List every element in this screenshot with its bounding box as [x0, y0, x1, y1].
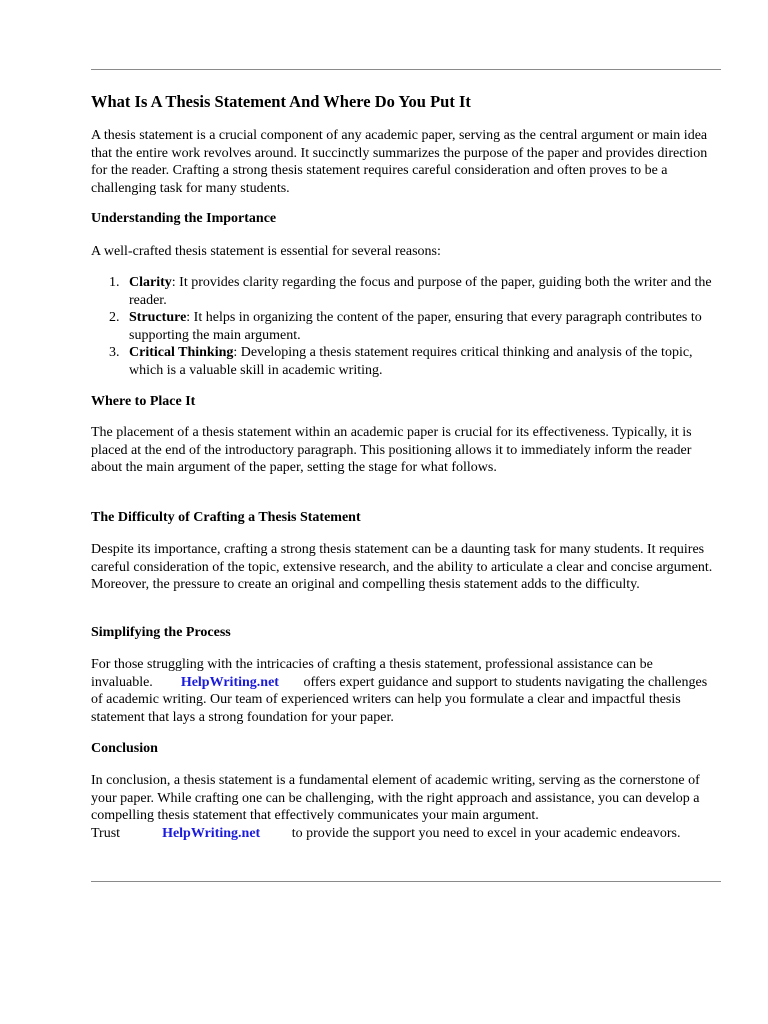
simplifying-text-after: offers expert guidance and support to students navigating the challenges of academic writing. Our team of experienced writers can help you formulate a clear and impactful thesis statement that lays a strong foundation for your paper.: [91, 674, 708, 725]
importance-list: [91, 274, 721, 380]
top-divider: [91, 69, 721, 70]
simplifying-body: [91, 656, 721, 726]
intro-text: A thesis statement is a crucial component of any academic paper, serving as the central argument or main idea that the entire work revolves around. It succinctly summarizes the purpose of the paper and provides direction for the reader. Crafting a strong thesis statement requires careful consideration and often proves to be a challenging task for many students.: [91, 128, 708, 196]
section-heading-importance: Understanding the Importance: [91, 211, 277, 226]
list-term: Structure: [129, 310, 187, 326]
section-heading-conclusion: Conclusion: [91, 741, 158, 756]
reasons-list: [91, 274, 721, 380]
helpwriting-link[interactable]: HelpWriting.net: [180, 674, 279, 690]
section-heading-simplifying: Simplifying the Process: [91, 625, 231, 640]
simplifying-paragraph: [91, 656, 721, 726]
placement-body: [91, 424, 721, 477]
conclusion-text-after: to provide the support you need to excel in your academic endeavors.: [291, 825, 681, 841]
conclusion-text-before: In conclusion, a thesis statement is a fundamental element of academic writing, serving as the cornerstone of your paper. While crafting one can be challenging, with the right approach and assistance, you can develop a compelling thesis statement that effectively communicates your main argument. Trust: [91, 773, 700, 841]
list-text: : It provides clarity regarding the focus and purpose of the paper, guiding both the writer and the reader.: [129, 275, 712, 308]
difficulty-text: Despite its importance, crafting a strong thesis statement can be a daunting task for many students. It requires careful consideration of the topic, extensive research, and the ability to articulate a clear and concise argument. Moreover, the pressure to create an original and compelling thesis statement adds to the difficulty.: [91, 542, 713, 593]
list-number: 3.: [109, 345, 120, 361]
simplifying-section: [91, 624, 721, 642]
importance-lead-text: A well-crafted thesis statement is essential for several reasons:: [91, 244, 441, 259]
section-heading-difficulty: The Difficulty of Crafting a Thesis Statement: [91, 510, 361, 525]
difficulty-body: [91, 541, 721, 594]
importance-lead: [91, 243, 721, 261]
list-text: : Developing a thesis statement requires critical thinking and analysis of the topic, which is a valuable skill in academic writing.: [129, 345, 693, 378]
conclusion-paragraph: [91, 772, 721, 842]
intro-paragraph: [91, 127, 721, 197]
helpwriting-link[interactable]: HelpWriting.net: [162, 825, 261, 841]
placement-text: The placement of a thesis statement within an academic paper is crucial for its effectiveness. Typically, it is placed at the end of the introductory paragraph. This positioning allows it to immediately inform the reader about the main argument of the paper, setting the stage for what follows.: [91, 425, 692, 476]
list-text: : It helps in organizing the content of the paper, ensuring that every paragraph contributes to supporting the main argument.: [129, 310, 702, 343]
conclusion-body: [91, 772, 721, 842]
placement-section: [91, 393, 721, 411]
list-number: 1.: [109, 275, 120, 290]
list-number: 2.: [109, 310, 120, 326]
bottom-divider: [91, 881, 721, 882]
importance-section: [91, 210, 721, 228]
page-title: What Is A Thesis Statement And Where Do You Put It: [91, 92, 471, 111]
difficulty-section: [91, 509, 721, 527]
list-term: Clarity: [129, 275, 172, 290]
list-item: [91, 309, 721, 344]
list-item: [91, 344, 721, 379]
conclusion-section: [91, 740, 721, 758]
list-term: Critical Thinking: [129, 345, 234, 361]
section-heading-placement: Where to Place It: [91, 394, 196, 409]
list-item: [91, 274, 721, 309]
simplifying-text-before: For those struggling with the intricacies of crafting a thesis statement, professional assistance can be invaluable.: [91, 657, 653, 690]
